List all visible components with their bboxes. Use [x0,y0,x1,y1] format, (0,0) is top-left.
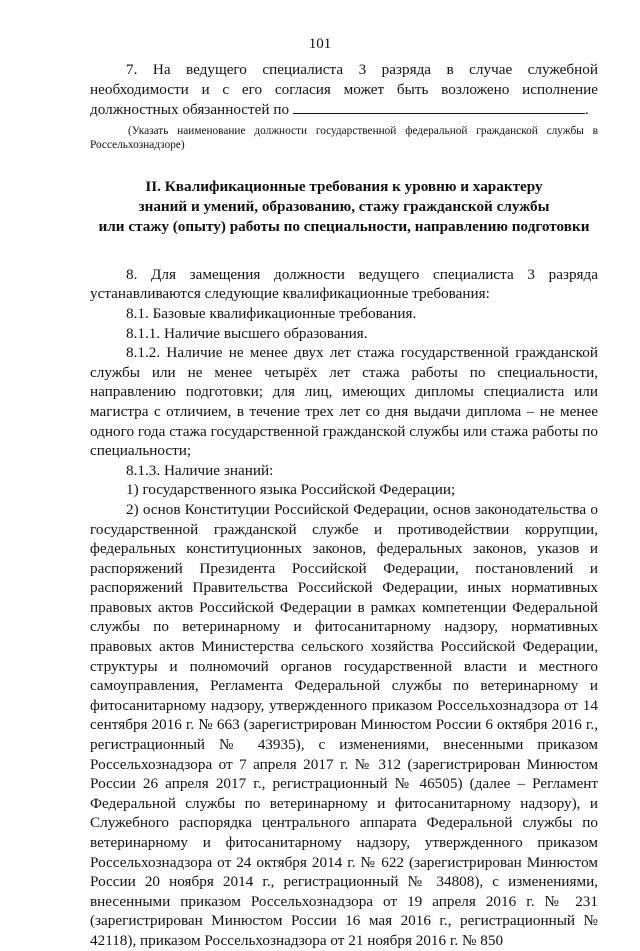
paragraph-8-1-3: 8.1.3. Наличие знаний: [126,461,274,479]
section-heading-line-2: знаний и умений, образованию, стажу гражданской службы [138,197,550,215]
paragraph-8: 8. Для замещения должности ведущего специалиста 3 разряда устанавливаются следующие квалификационные требования: [90,265,598,303]
page-number: 101 [308,36,332,52]
list-item-1: 1) государственного языка Российской Федерации; [126,481,456,499]
paragraph-8-1-1: 8.1.1. Наличие высшего образования. [126,324,368,342]
blank-line-note-text: (Указать наименование должности государственной федеральной гражданской службы в Россельхознадзоре) [90,124,598,151]
paragraph-8-1: 8.1. Базовые квалификационные требования. [126,304,417,322]
section-heading-line-3: или стажу (опыту) работы по специальности, направлению подготовки [98,217,590,235]
fill-in-blank-line [293,99,585,114]
blank-line-note [90,124,598,152]
paragraph-8-1-2: 8.1.2. Наличие не менее двух лет стажа государственной гражданской службы или не менее четырёх лет стажа работы по специальности, направлению подготовки; для лиц, имеющих дипломы специалиста или магистра с отличием, в течение трех лет со дня выдачи диплома – не менее одного года стажа государственной гражданской службы или стажа работы по специальности; [90,344,598,460]
requirements-section [90,265,598,951]
paragraph-7 [90,60,598,120]
section-heading-line-1: II. Квалификационные требования к уровню и характеру [145,177,543,195]
document-body [90,60,598,951]
paragraph-7-end: . [584,101,589,119]
paragraph-7-text: 7. На ведущего специалиста 3 разряда в случае служебной необходимости и с его согласия может быть возложено исполнение должностных обязанностей по [90,61,598,119]
list-item-2: 2) основ Конституции Российской Федерации, основ законодательства о государственной гражданской службе и противодействии коррупции, федеральных конституционных законов, федеральных законов, указов и распоряжений Президента Российской Федерации, постановлений и распоряжений Правительства Российской Федерации, иных нормативных правовых актов Российской Федерации в рамках компетенции Федеральной службы по ветеринарному и фитосанитарному надзору, нормативных правовых актов Министерства сельского хозяйства Российской Федерации, структуры и полномочий органов государственной власти и местного самоуправления, Регламента Федеральной службы по ветеринарному и фитосанитарному надзору, утвержденного приказом Россельхознадзора от 14 сентября 2016 г. № 663 (зарегистрирован Минюстом России 6 октября 2016 г., регистрационный № 43935), с изменениями, внесенными приказом Россельхознадзора от 7 апреля 2017 г. № 312 (зарегистрирован Минюстом России 26 апреля 2017 г., регистрационный № 46505) (далее – Регламент Федеральной службы по ветеринарному и фитосанитарному надзору), и Служебного распорядка центрального аппарата Федеральной службы по ветеринарному и фитосанитарному надзору, утвержденного приказом Россельхознадзора от 24 октября 2014 г. № 622 (зарегистрирован Минюстом России 20 ноября 2014 г., регистрационный № 34808), с изменениями, внесенными приказом Россельхознадзора от 19 апреля 2016 г. № 231 (зарегистрирован Минюстом России 16 мая 2016 г., регистрационный № 42118), приказом Россельхознадзора от 21 ноября 2016 г. № 850 [90,500,598,949]
section-heading [90,177,598,237]
